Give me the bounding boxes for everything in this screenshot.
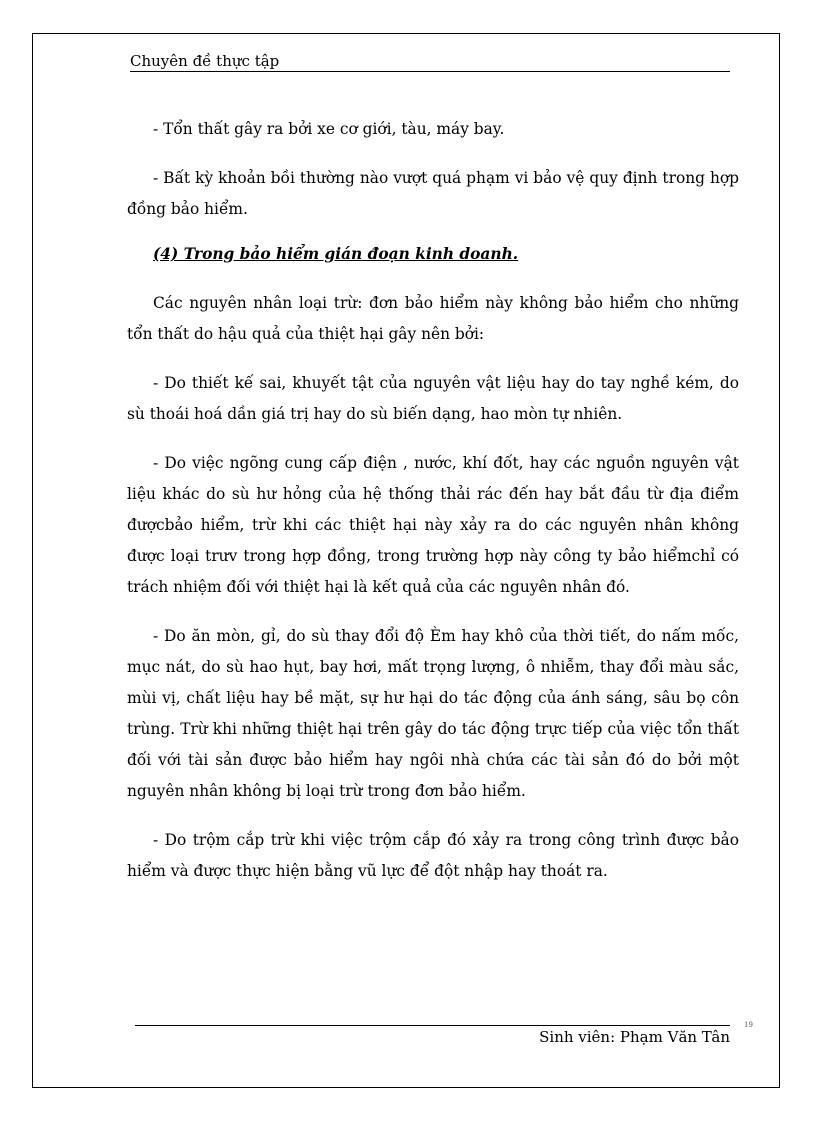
page-header: Chuyên đề thực tập xyxy=(130,52,730,72)
paragraph-6: - Do ăn mòn, gỉ, do sù thay đổi độ Èm hay khô của thời tiết, do nấm mốc, mục nát, do sù hao hụt, bay hơi, mất trọng lượng, ô nhiễm, thay đổi màu sắc, mùi vị, chất liệu hay bề mặt, sự hư hại do tác động của ánh sáng, sâu bọ côn trùng. Trừ khi những thiệt hại trên gây do tác động trực tiếp của việc tổn thất đối với tài sản được bảo hiểm hay ngôi nhà chứa các tài sản đó do bởi một nguyên nhân không bị loại trừ trong đơn bảo hiểm. xyxy=(127,627,739,800)
page-footer: Sinh viên: Phạm Văn Tân xyxy=(539,1028,730,1046)
page-number: 19 xyxy=(744,1021,753,1029)
document-body xyxy=(127,114,739,887)
section-heading: (4) Trong bảo hiểm gián đoạn kinh doanh. xyxy=(153,245,519,263)
paragraph-4: - Do thiết kế sai, khuyết tật của nguyên vật liệu hay do tay nghề kém, do sù thoái hoá dần giá trị hay do sù biến dạng, hao mòn tự nhiên. xyxy=(127,374,739,423)
paragraph-2: - Bất kỳ khoản bồi thường nào vượt quá phạm vi bảo vệ quy định trong hợp đồng bảo hiểm. xyxy=(127,169,739,218)
footer-divider xyxy=(135,1025,730,1026)
paragraph-5: - Do việc ngõng cung cấp điện , nước, khí đốt, hay các nguồn nguyên vật liệu khác do sù hư hỏng của hệ thống thải rác đến hay bắt đầu từ địa điểm đượcbảo hiểm, trừ khi các thiệt hại này xảy ra do các nguyên nhân không được loại trưv trong hợp đồng, trong trường hợp này công ty bảo hiểmchỉ có trách nhiệm đối với thiệt hại là kết quả của các nguyên nhân đó. xyxy=(127,454,739,596)
paragraph-3: Các nguyên nhân loại trừ: đơn bảo hiểm này không bảo hiểm cho những tổn thất do hậu quả của thiệt hại gây nên bởi: xyxy=(127,294,739,343)
paragraph-1: - Tổn thất gây ra bởi xe cơ giới, tàu, máy bay. xyxy=(153,120,505,138)
paragraph-7: - Do trộm cắp trừ khi việc trộm cắp đó xảy ra trong công trình được bảo hiểm và được thực hiện bằng vũ lực để đột nhập hay thoát ra. xyxy=(127,831,739,880)
